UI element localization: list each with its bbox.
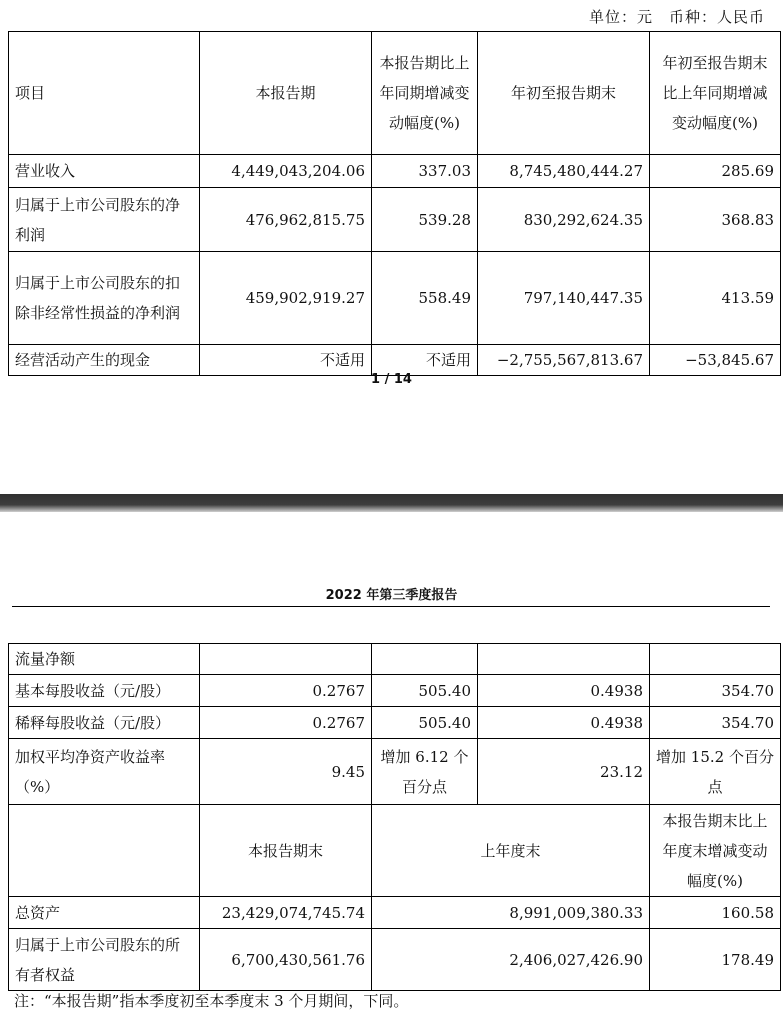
cell-value: 2,406,027,426.90 [372, 929, 650, 991]
title-divider [12, 606, 770, 607]
table-row [9, 929, 781, 991]
table-row [9, 675, 781, 707]
header-period-end: 本报告期末 [200, 805, 372, 897]
table-row [9, 155, 781, 188]
cell-value: 增加 15.2 个百分点 [650, 739, 781, 805]
row-label: 营业收入 [9, 155, 200, 188]
cell-value: −2,755,567,813.67 [478, 345, 650, 376]
cell-value: 8,745,480,444.27 [478, 155, 650, 188]
cell-value: 0.4938 [478, 675, 650, 707]
row-label: 总资产 [9, 897, 200, 929]
header-prior-year-end: 上年度末 [372, 805, 650, 897]
cell-value: 增加 6.12 个百分点 [372, 739, 478, 805]
table-row [9, 252, 781, 345]
cell-value: 160.58 [650, 897, 781, 929]
cell-value [478, 644, 650, 675]
cell-value: 4,449,043,204.06 [200, 155, 372, 188]
table-row [9, 345, 781, 376]
report-title: 2022 年第三季度报告 [325, 588, 458, 603]
cell-value: 354.70 [650, 675, 781, 707]
table-row [9, 707, 781, 739]
cell-value: 不适用 [372, 345, 478, 376]
cell-value: 368.83 [650, 188, 781, 252]
cell-value: 337.03 [372, 155, 478, 188]
cell-value: 8,991,009,380.33 [372, 897, 650, 929]
cell-value: 459,902,919.27 [200, 252, 372, 345]
cell-value: 0.2767 [200, 707, 372, 739]
cell-value [650, 644, 781, 675]
row-label: 基本每股收益（元/股） [9, 675, 200, 707]
cell-value: 539.28 [372, 188, 478, 252]
cell-value: 505.40 [372, 707, 478, 739]
page-number: 1 / 14 [371, 372, 412, 387]
row-label: 归属于上市公司股东的扣除非经常性损益的净利润 [9, 252, 200, 345]
header-current-period-change: 本报告期比上年同期增减变动幅度(%) [372, 32, 478, 155]
currency-unit-label: 单位：元 币种：人民币 [588, 8, 765, 26]
key-financials-table-continued [8, 643, 781, 991]
table-row [9, 188, 781, 252]
row-label: 稀释每股收益（元/股） [9, 707, 200, 739]
cell-value: 354.70 [650, 707, 781, 739]
table-row [9, 739, 781, 805]
cell-value: 不适用 [200, 345, 372, 376]
header-ytd-change: 年初至报告期末比上年同期增减变动幅度(%) [650, 32, 781, 155]
header-item: 项目 [9, 32, 200, 155]
table-row [9, 644, 781, 675]
cell-value: 0.2767 [200, 675, 372, 707]
cell-value: 9.45 [200, 739, 372, 805]
cell-value: 830,292,624.35 [478, 188, 650, 252]
header-ytd: 年初至报告期末 [478, 32, 650, 155]
cell-value: 558.49 [372, 252, 478, 345]
cell-value: 178.49 [650, 929, 781, 991]
cell-value: 413.59 [650, 252, 781, 345]
header-current-period: 本报告期 [200, 32, 372, 155]
cell-value: 505.40 [372, 675, 478, 707]
cell-value [200, 644, 372, 675]
table-row [9, 897, 781, 929]
cell-value: 23.12 [478, 739, 650, 805]
cell-value: 0.4938 [478, 707, 650, 739]
cell-value: 23,429,074,745.74 [200, 897, 372, 929]
cell-value: 476,962,815.75 [200, 188, 372, 252]
row-label: 归属于上市公司股东的所有者权益 [9, 929, 200, 991]
cell-value [372, 644, 478, 675]
cell-value: 6,700,430,561.76 [200, 929, 372, 991]
table-header-row [9, 32, 781, 155]
cell-value: 797,140,447.35 [478, 252, 650, 345]
cell-value: 285.69 [650, 155, 781, 188]
header-blank [9, 805, 200, 897]
row-label: 流量净额 [9, 644, 200, 675]
header-balance-change: 本报告期末比上年度末增减变动幅度(%) [650, 805, 781, 897]
row-label: 经营活动产生的现金 [9, 345, 200, 376]
cell-value: −53,845.67 [650, 345, 781, 376]
key-financials-table [8, 31, 781, 376]
row-label: 归属于上市公司股东的净利润 [9, 188, 200, 252]
balance-header-row [9, 805, 781, 897]
row-label: 加权平均净资产收益率（%） [9, 739, 200, 805]
footnote: 注：“本报告期”指本季度初至本季度末 3 个月期间，下同。 [14, 992, 409, 1010]
page-separator [0, 494, 783, 512]
